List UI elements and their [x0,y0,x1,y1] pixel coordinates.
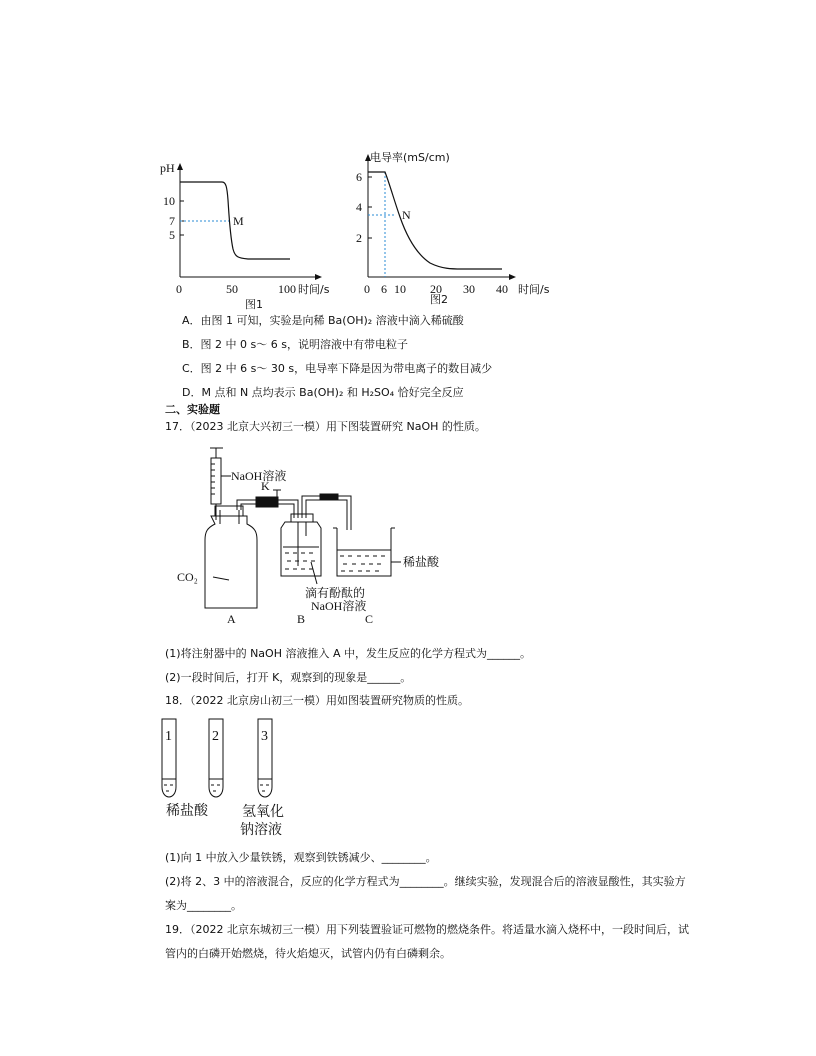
figure-2-conductivity-chart [350,145,560,315]
label-vessel-c: C [365,612,374,626]
bottle-b [281,514,321,576]
options-block [182,312,742,402]
fig2-conductivity-curve [368,172,502,269]
fig1-xtick-label-0: 0 [176,282,182,296]
fig1-y-arrow [177,163,183,170]
tube-1-number: 1 [165,729,172,744]
fig2-xtick-label-20: 20 [430,282,442,296]
fig2-ytick-label-2: 2 [356,231,362,245]
fig2-xtick-label-0: 0 [364,282,370,296]
q19-stem-line1: 19．（2022 北京东城初三一模）用下列装置验证可燃物的燃烧条件。将适量水滴入烧杯中，一段时间后，试 [165,923,689,936]
fig2-xtick-label-40: 40 [496,282,508,296]
tube-2-number: 2 [212,729,219,744]
figure-1-ph-chart [150,155,350,315]
fig2-xlabel: 时间/s [518,283,550,296]
fig2-xtick-label-6: 6 [381,282,387,296]
fig1-ytick-label-5: 5 [169,228,175,242]
q18-test-tubes-diagram [160,715,310,840]
q18-stem: 18．（2022 北京房山初三一模）用如图装置研究物质的性质。 [165,694,469,707]
fig1-x-arrow [315,274,322,280]
fig1-xtick-label-50: 50 [226,282,238,296]
fig2-point-label: N [402,208,411,222]
q18-sub2-line2: 案为________。 [165,899,242,912]
label-naoh-solution: NaOH溶液 [231,469,287,483]
label-dilute-hcl: 稀盐酸 [403,555,440,569]
q17-sub1: (1)将注射器中的 NaOH 溶液推入 A 中，发生反应的化学方程式为______。 [165,647,531,660]
option-d: D．M 点和 N 点均表示 Ba(OH)₂ 和 H₂SO₄ 恰好完全反应 [182,386,464,399]
fig1-ytick-label-7: 7 [169,214,175,228]
fig1-ylabel: pH [160,161,175,175]
label-naoh-line2: 钠溶液 [240,822,282,838]
fig1-ytick-label-10: 10 [163,194,175,208]
beaker-c [333,528,395,576]
label-vessel-b: B [297,612,306,626]
fig1-point-label: M [233,214,244,228]
option-a: A．由图 1 可知，实验是向稀 Ba(OH)₂ 溶液中滴入稀硫酸 [182,314,464,327]
connecting-tubes [237,490,351,530]
q17-sub2: (2)一段时间后，打开 K，观察到的现象是______。 [165,671,412,684]
fig2-xtick-label-30: 30 [463,282,475,296]
option-b: B．图 2 中 0 s～ 6 s，说明溶液中有带电粒子 [182,338,408,351]
co2-pointer [213,577,229,580]
fig2-ylabel: 电导率(mS/cm) [370,151,450,164]
label-vessel-a: A [227,612,236,626]
label-phenolphthalein-2: NaOH溶液 [311,599,367,613]
q17-apparatus-diagram [165,440,465,630]
fig1-caption: 图1 [245,298,263,311]
fig2-ytick-label-4: 4 [356,200,362,214]
q18-sub1: (1)向 1 中放入少量铁锈，观察到铁锈减少、________。 [165,851,437,864]
fig1-xtick-label-100: 100 [278,282,296,296]
fig2-xtick-label-10: 10 [394,282,406,296]
fig2-x-arrow [509,274,516,280]
section-title: 二、实验题 [165,403,220,416]
label-phenolphthalein-1: 滴有酚酞的 [305,586,366,600]
label-dilute-hcl-tube: 稀盐酸 [166,803,208,819]
fig2-caption: 图2 [430,293,448,306]
phenol-pointer [311,562,317,584]
bottle-a [205,506,257,608]
q19-stem-line2: 管内的白磷开始燃烧，待火焰熄灭，试管内仍有白磷剩余。 [165,947,451,960]
q18-sub2-line1: (2)将 2、3 中的溶液混合，反应的化学方程式为________。继续实验，发现混合后的溶液显酸性，其实验方 [165,875,686,888]
label-naoh-line1: 氢氧化 [242,804,284,820]
fig1-xlabel: 时间/s [298,283,330,296]
label-valve-k: K [261,479,270,493]
syringe [210,448,223,520]
label-co2: CO₂ [177,570,198,584]
fig2-ytick-label-6: 6 [356,170,362,184]
q17-stem: 17．（2023 北京大兴初三一模）用下图装置研究 NaOH 的性质。 [165,420,486,433]
option-c: C．图 2 中 6 s～ 30 s，电导率下降是因为带电离子的数目减少 [182,362,493,375]
tube-3-number: 3 [261,729,268,744]
